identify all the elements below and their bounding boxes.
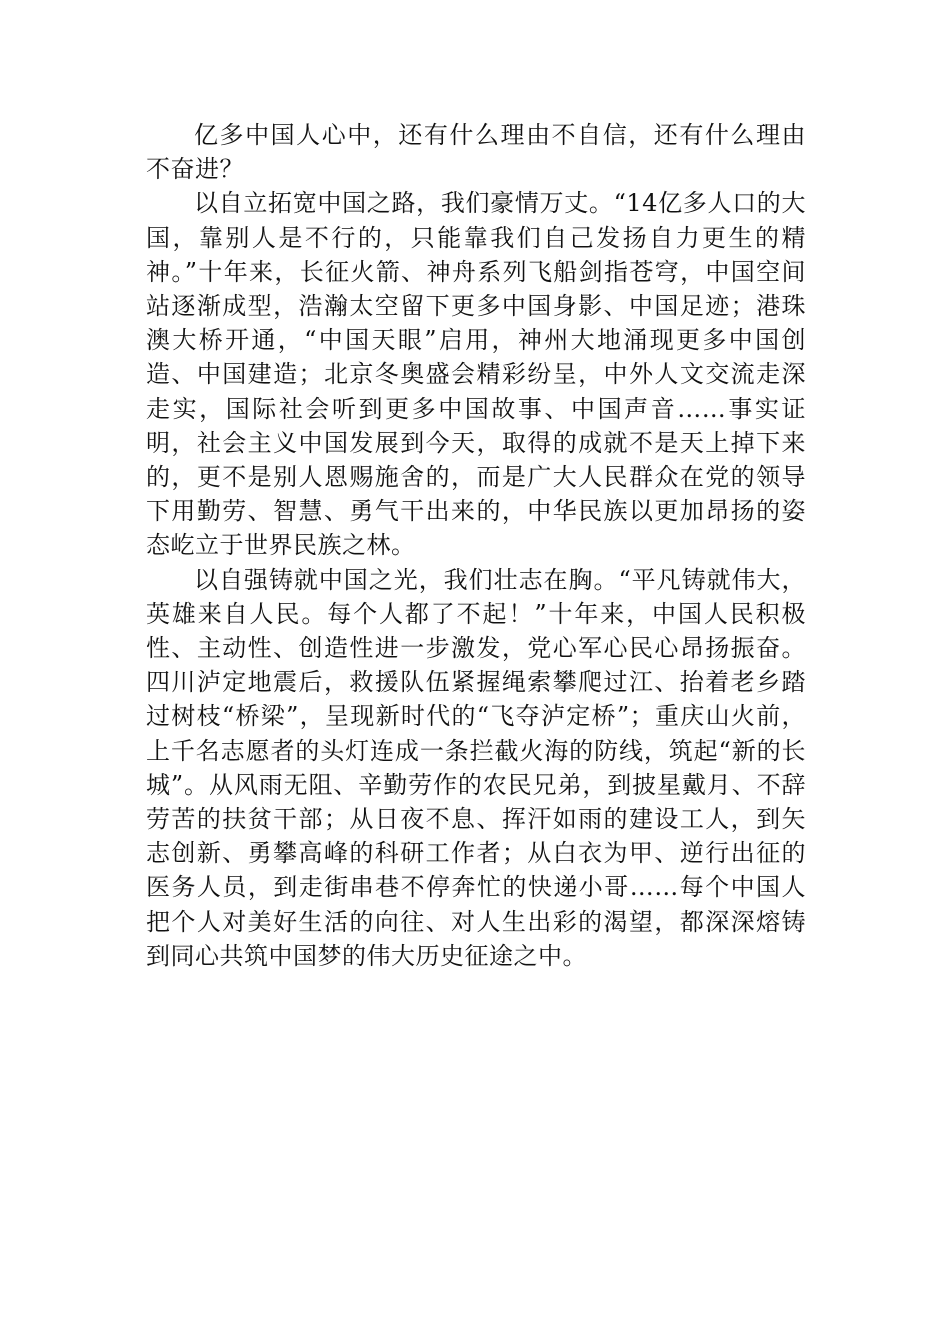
document-body <box>146 118 806 973</box>
paragraph-continued: 亿多中国人心中，还有什么理由不自信，还有什么理由不奋进？ <box>146 121 806 184</box>
paragraph-self-reliance: 以自立拓宽中国之路，我们豪情万丈。“14亿多人口的大国，靠别人是不行的，只能靠我们自己发扬自力更生的精神。”十年来，长征火箭、神舟系列飞船剑指苍穹，中国空间站逐渐成型，浩瀚太空留下更多中国身影、中国足迹；港珠澳大桥开通，“中国天眼”启用，神州大地涌现更多中国创造、中国建造；北京冬奥盛会精彩纷呈，中外人文交流走深走实，国际社会听到更多中国故事、中国声音……事实证明，社会主义中国发展到今天，取得的成就不是天上掉下来的，更不是别人恩赐施舍的，而是广大人民群众在党的领导下用勤劳、智慧、勇气干出来的，中华民族以更加昂扬的姿态屹立于世界民族之林。 <box>146 189 806 560</box>
paragraph-self-strengthening: 以自强铸就中国之光，我们壮志在胸。“平凡铸就伟大，英雄来自人民。每个人都了不起！”十年来，中国人民积极性、主动性、创造性进一步激发，党心军心民心昂扬振奋。四川泸定地震后，救援队伍紧握绳索攀爬过江、抬着老乡踏过树枝“桥梁”，呈现新时代的“飞夺泸定桥”；重庆山火前，上千名志愿者的头灯连成一条拦截火海的防线，筑起“新的长城”。从风雨无阻、辛勤劳作的农民兄弟，到披星戴月、不辞劳苦的扶贫干部；从日夜不息、挥汗如雨的建设工人，到矢志创新、勇攀高峰的科研工作者；从白衣为甲、逆行出征的医务人员，到走街串巷不停奔忙的快递小哥……每个中国人把个人对美好生活的向往、对人生出彩的渴望，都深深熔铸到同心共筑中国梦的伟大历史征途之中。 <box>146 565 806 970</box>
